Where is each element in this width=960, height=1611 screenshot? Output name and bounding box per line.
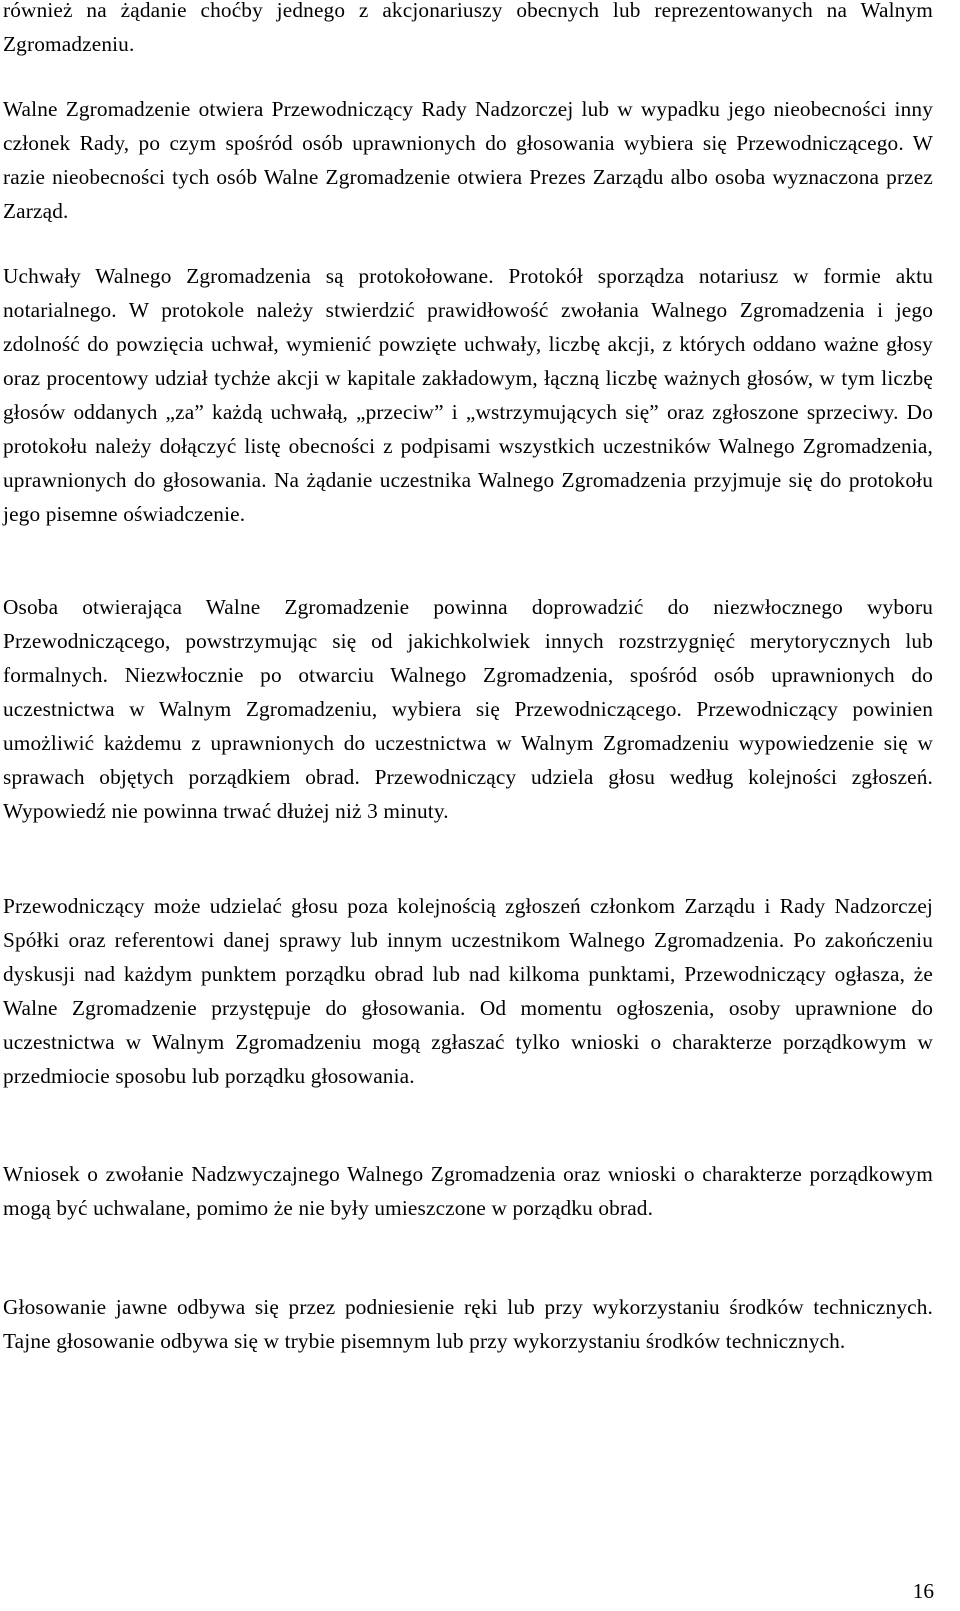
paragraph-minutes: Uchwały Walnego Zgromadzenia są protokołowane. Protokół sporządza notariusz w formie aktu notarialnego. W protokole należy stwierdzić prawidłowość zwołania Walnego Zgromadzenia i jego zdolność do powzięcia uchwał, wymienić powzięte uchwały, liczbę akcji, z których oddano ważne głosy oraz procentowy udział tychże akcji w kapitale zakładowym, łączną liczbę ważnych głosów, w tym liczbę głosów oddanych „za” każdą uchwałą, „przeciw” i „wstrzymujących się” oraz zgłoszone sprzeciwy. Do protokołu należy dołączyć listę obecności z podpisami wszystkich uczestników Walnego Zgromadzenia, uprawnionych do głosowania. Na żądanie uczestnika Walnego Zgromadzenia przyjmuje się do protokołu jego pisemne oświadczenie. — [3, 264, 933, 526]
page-number: 16 — [912, 1579, 934, 1603]
paragraph-speaking-order: Przewodniczący może udzielać głosu poza kolejnością zgłoszeń członkom Zarządu i Rady Nadzorczej Spółki oraz referentowi danej sprawy lub innym uczestnikom Walnego Zgromadzenia. Po zakończeniu dyskusji nad każdym punktem porządku obrad lub nad kilkoma punktami, Przewodniczący ogłasza, że Walne Zgromadzenie przystępuje do głosowania. Od momentu ogłoszenia, osoby uprawnione do uczestnictwa w Walnym Zgromadzeniu mogą zgłaszać tylko wnioski o charakterze porządkowym w przedmiocie sposobu lub porządku głosowania. — [3, 894, 933, 1088]
paragraph-continuation: również na żądanie choćby jednego z akcjonariuszy obecnych lub reprezentowanych na Walnym Zgromadzeniu. — [3, 0, 933, 56]
paragraph-voting: Głosowanie jawne odbywa się przez podniesienie ręki lub przy wykorzystaniu środków technicznych. Tajne głosowanie odbywa się w trybie pisemnym lub przy wykorzystaniu środków technicznych. — [3, 1295, 933, 1353]
paragraph-chairman-election: Osoba otwierająca Walne Zgromadzenie powinna doprowadzić do niezwłocznego wyboru Przewodniczącego, powstrzymując się od jakichkolwiek innych rozstrzygnięć merytorycznych lub formalnych. Niezwłocznie po otwarciu Walnego Zgromadzenia, spośród osób uprawnionych do uczestnictwa w Walnym Zgromadzeniu, wybiera się Przewodniczącego. Przewodniczący powinien umożliwić każdemu z uprawnionych do uczestnictwa w Walnym Zgromadzeniu wypowiedzenie się w sprawach objętych porządkiem obrad. Przewodniczący udziela głosu według kolejności zgłoszeń. Wypowiedź nie powinna trwać dłużej niż 3 minuty. — [3, 595, 933, 823]
paragraph-opening-meeting: Walne Zgromadzenie otwiera Przewodniczący Rady Nadzorczej lub w wypadku jego nieobecności inny członek Rady, po czym spośród osób uprawnionych do głosowania wybiera się Przewodniczącego. W razie nieobecności tych osób Walne Zgromadzenie otwiera Prezes Zarządu albo osoba wyznaczona przez Zarząd. — [3, 97, 933, 223]
paragraph-motions: Wniosek o zwołanie Nadzwyczajnego Walnego Zgromadzenia oraz wnioski o charakterze porządkowym mogą być uchwalane, pomimo że nie były umieszczone w porządku obrad. — [3, 1162, 933, 1220]
